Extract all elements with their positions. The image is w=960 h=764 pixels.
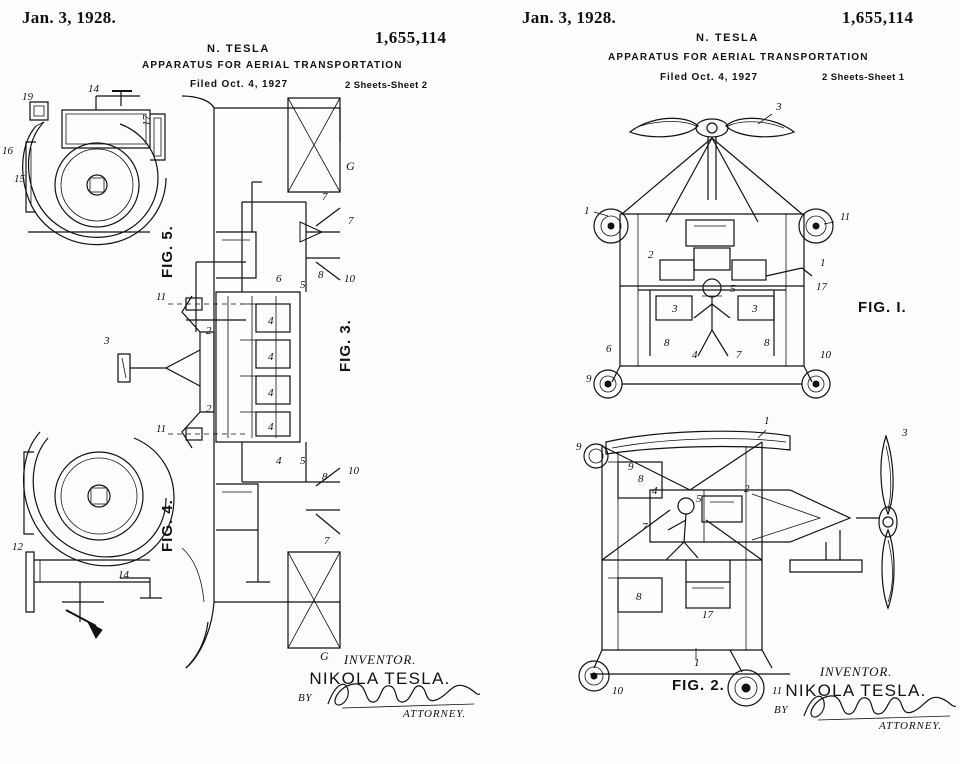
svg-text:8: 8 xyxy=(322,471,328,483)
svg-text:5: 5 xyxy=(730,283,736,295)
sheet-2-inventor-line: N. TESLA xyxy=(207,43,270,55)
svg-text:15: 15 xyxy=(14,173,25,185)
figure-1-group xyxy=(584,101,850,398)
svg-text:7: 7 xyxy=(736,349,742,361)
sheet-1-header xyxy=(490,0,960,90)
figure-4-group xyxy=(12,432,174,638)
sheet-1-title: APPARATUS FOR AERIAL TRANSPORTATION xyxy=(608,52,869,63)
svg-text:2: 2 xyxy=(648,249,654,261)
svg-text:2: 2 xyxy=(744,483,750,495)
svg-text:7: 7 xyxy=(324,535,330,547)
svg-text:11: 11 xyxy=(156,291,167,303)
figure-5-group xyxy=(2,83,166,245)
sheet-1-signature-block xyxy=(766,664,946,764)
sheet-2-title: APPARATUS FOR AERIAL TRANSPORTATION xyxy=(142,60,403,71)
svg-text:7: 7 xyxy=(322,191,328,203)
sheet-1-inventor-line: N. TESLA xyxy=(696,32,759,44)
sheet-1-filed: Filed Oct. 4, 1927 xyxy=(660,72,758,83)
svg-text:3: 3 xyxy=(672,303,678,315)
svg-text:4: 4 xyxy=(652,485,658,497)
svg-text:8: 8 xyxy=(636,591,642,603)
svg-text:3: 3 xyxy=(776,101,782,113)
svg-text:12: 12 xyxy=(12,541,23,553)
sheet-2-patent-number: 1,655,114 xyxy=(375,28,447,47)
svg-text:10: 10 xyxy=(344,273,355,285)
inventor-label: INVENTOR. xyxy=(343,652,417,667)
sheet-2-header xyxy=(0,0,490,90)
svg-text:G: G xyxy=(346,159,355,173)
svg-text:7: 7 xyxy=(348,215,354,227)
svg-text:16: 16 xyxy=(2,145,13,157)
svg-text:4: 4 xyxy=(276,455,282,467)
svg-text:3: 3 xyxy=(902,427,908,439)
attorney-label-2: ATTORNEY. xyxy=(878,720,942,732)
svg-text:6: 6 xyxy=(276,273,282,285)
figure-4-label: FIG. 4. xyxy=(159,499,176,552)
svg-text:10: 10 xyxy=(612,685,623,697)
svg-text:2: 2 xyxy=(206,325,212,337)
svg-text:3: 3 xyxy=(752,303,758,315)
svg-text:8: 8 xyxy=(638,473,644,485)
svg-text:5: 5 xyxy=(696,493,702,505)
attorney-label: ATTORNEY. xyxy=(402,708,466,720)
svg-text:7: 7 xyxy=(642,521,648,533)
svg-text:4: 4 xyxy=(268,421,274,433)
svg-text:11: 11 xyxy=(840,211,851,223)
sheet-1-date: Jan. 3, 1928. xyxy=(522,8,617,27)
svg-text:5: 5 xyxy=(300,455,306,467)
svg-text:1: 1 xyxy=(820,257,826,269)
figure-1-label: FIG. I. xyxy=(858,299,907,316)
by-label: BY xyxy=(298,692,313,704)
svg-text:1: 1 xyxy=(764,415,770,427)
inventor-label-2: INVENTOR. xyxy=(819,664,893,679)
figure-3-label: FIG. 3. xyxy=(337,319,354,372)
sheet-1-sheet-count: 2 Sheets-Sheet 1 xyxy=(822,72,905,83)
by-label-2: BY xyxy=(774,704,789,716)
sheet-1-drawing xyxy=(490,90,960,750)
svg-text:11: 11 xyxy=(772,685,783,697)
svg-text:17: 17 xyxy=(702,609,713,621)
svg-text:4: 4 xyxy=(268,351,274,363)
svg-text:3: 3 xyxy=(104,335,110,347)
svg-text:19: 19 xyxy=(22,91,33,103)
svg-text:10: 10 xyxy=(820,349,831,361)
sheet-1 xyxy=(490,0,960,764)
inventor-name: NIKOLA TESLA. xyxy=(309,669,451,688)
svg-text:1: 1 xyxy=(584,205,590,217)
svg-text:G: G xyxy=(320,649,329,663)
figure-2-label: FIG. 2. xyxy=(672,677,725,694)
svg-text:9: 9 xyxy=(628,461,634,473)
sheet-1-patent-number: 1,655,114 xyxy=(842,8,914,27)
svg-text:9: 9 xyxy=(576,441,582,453)
svg-text:4: 4 xyxy=(268,315,274,327)
figure-5-label: FIG. 5. xyxy=(159,225,176,278)
svg-text:5: 5 xyxy=(300,279,306,291)
svg-text:8: 8 xyxy=(764,337,770,349)
svg-text:4: 4 xyxy=(268,387,274,399)
sheet-2-sheet-count: 2 Sheets-Sheet 2 xyxy=(345,80,428,91)
svg-text:1: 1 xyxy=(694,657,700,669)
svg-text:4: 4 xyxy=(692,349,698,361)
sheet-2-filed: Filed Oct. 4, 1927 xyxy=(190,79,288,90)
svg-text:17: 17 xyxy=(141,115,153,126)
svg-text:9: 9 xyxy=(586,373,592,385)
svg-text:17: 17 xyxy=(816,281,827,293)
figure-2-group xyxy=(576,415,908,706)
svg-text:8: 8 xyxy=(664,337,670,349)
svg-text:14: 14 xyxy=(118,569,129,581)
sheet-2-signature-block xyxy=(290,652,470,752)
inventor-name-2: NIKOLA TESLA. xyxy=(785,681,927,700)
svg-text:8: 8 xyxy=(318,269,324,281)
svg-text:6: 6 xyxy=(606,343,612,355)
svg-text:10: 10 xyxy=(348,465,359,477)
svg-text:14: 14 xyxy=(88,83,99,95)
svg-text:2: 2 xyxy=(206,403,212,415)
sheet-2-drawing xyxy=(0,82,490,742)
svg-text:11: 11 xyxy=(156,423,167,435)
sheet-2-date: Jan. 3, 1928. xyxy=(22,8,117,27)
